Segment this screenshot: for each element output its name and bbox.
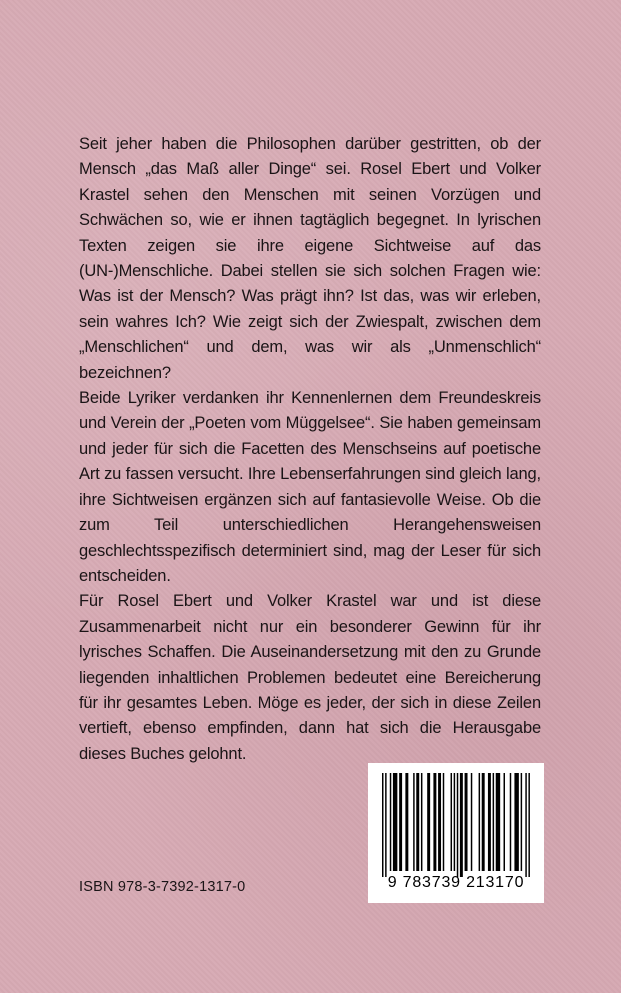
- barcode-bar: [514, 773, 518, 871]
- barcode-bar: [479, 773, 480, 871]
- barcode-bar: [521, 773, 522, 871]
- barcode-bar: [385, 773, 386, 877]
- barcode-bar: [416, 773, 419, 871]
- barcode-bar: [399, 773, 402, 871]
- barcode-bar: [496, 773, 500, 871]
- barcode-bar: [465, 773, 468, 871]
- blurb-paragraph-3: Für Rosel Ebert und Volker Krastel war und ist diese Zusammenarbeit nicht nur ein besonderer Gewinn für ihr lyrisches Schaffen. Die Auseinandersetzung mit den zu Grunde liegenden inhaltlichen Problemen bedeutet eine Bereicherung für ihr gesamtes Leben. Möge es jeder, der sich in diese Zeilen vertieft, ebenso empfinden, dann hat sich die Herausgabe dieses Buches gelohnt.: [79, 592, 541, 763]
- blurb-paragraph-1: Seit jeher haben die Philosophen darüber gestritten, ob der Mensch „das Maß aller Dinge“ sei. Rosel Ebert und Volker Krastel sehen den Menschen mit seinen Vorzügen und Schwächen so, wie er ihnen tagtäglich begegnet. In lyrischen Texten zeigen sie ihre eigene Sichtweise auf das (UN-)Menschliche. Dabei stellen sie sich solchen Fragen wie: Was ist der Mensch? Was prägt ihn? Ist das, was wir erleben, sein wahres Ich? Wie zeigt sich der Zwiespalt, zwischen dem „Menschlichen“ und dem, was wir als „Unmenschlich“ bezeichnen?: [79, 135, 541, 382]
- barcode-bar: [405, 773, 408, 871]
- barcode-bar: [382, 773, 383, 877]
- blurb-paragraph-2: Beide Lyriker verdanken ihr Kennenlernen dem Freundeskreis und Verein der „Poeten vom Müggelsee“. Sie haben gemeinsam und jeder für sich die Facetten des Menschseins auf poetische Art zu fassen versucht. Ihre Lebenserfahrungen sind gleich lang, ihre Sichtweisen ergänzen sich auf fantasievolle Weise. Ob die zum Teil unterschiedlichen Herangehensweisen geschlechtsspezifisch determiniert sind, mag der Leser für sich entscheiden.: [79, 389, 541, 585]
- barcode-bar: [493, 773, 494, 871]
- barcode-bar: [528, 773, 529, 877]
- blurb-text: [79, 132, 541, 767]
- isbn-label: ISBN 978-3-7392-1317-0: [79, 879, 246, 895]
- barcode-bar: [427, 773, 430, 871]
- barcode-bar: [488, 773, 491, 871]
- barcode-bar: [451, 773, 452, 871]
- barcode-bar: [433, 773, 436, 871]
- barcode-bar: [393, 773, 397, 871]
- barcode: [368, 763, 544, 903]
- barcode-bar: [510, 773, 511, 871]
- barcode-bar: [443, 773, 444, 871]
- barcode-bar: [482, 773, 485, 871]
- barcode-bar: [525, 773, 526, 877]
- barcode-bar: [457, 773, 458, 877]
- barcode-digits: 9 783739 213170: [387, 874, 525, 891]
- barcode-bar: [454, 773, 455, 871]
- barcode-bar: [438, 773, 441, 871]
- barcode-bar: [390, 773, 391, 871]
- barcode-bar: [421, 773, 422, 871]
- barcode-bar: [504, 773, 505, 871]
- barcode-bar: [413, 773, 414, 871]
- barcode-bar: [460, 773, 463, 877]
- barcode-bar: [471, 773, 472, 871]
